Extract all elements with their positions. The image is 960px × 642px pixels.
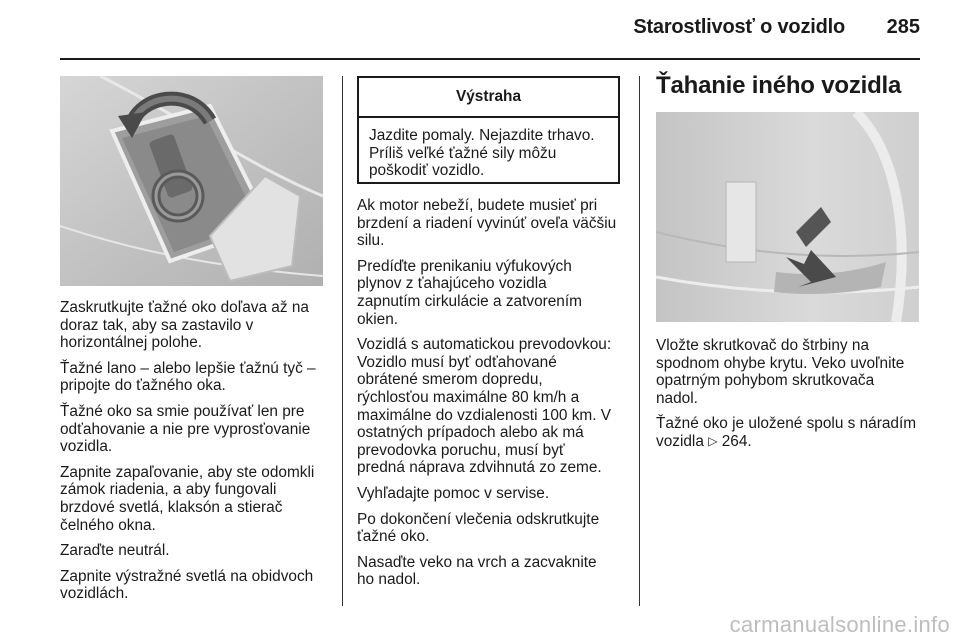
paragraph: Ťažné oko sa smie používať len pre odťahovanie a nie pre vyprosťovanie vozidla.	[60, 402, 311, 456]
paragraph: Zaraďte neutrál.	[60, 542, 170, 560]
paragraph: Vozidlá s automatickou prevodovkou: Vozidlo musí byť odťahované obrátené smerom dopredu, rýchlosťou maximálne 80 km/h a maximálne do vzdialenosti 100 km. V ostatných prípadoch alebo ak má prevodovka poruchu, musí byť predná náprava zdvihnutá zo zeme.	[357, 336, 612, 477]
paragraph: Ťažné lano – alebo lepšie ťažnú tyč – pripojte do ťažného oka.	[60, 359, 316, 395]
section-title: Ťahanie iného vozidla	[656, 72, 902, 99]
column-divider-left	[342, 76, 343, 606]
column-middle-text	[357, 197, 629, 597]
paragraph: Nasaďte veko na vrch a zacvaknite ho nadol.	[357, 553, 597, 589]
warning-title: Výstraha	[359, 78, 618, 118]
paragraph-with-reference	[656, 415, 926, 451]
paragraph: Zapnite zapaľovanie, aby ste odomkli zámok riadenia, a aby fungovali brzdové svetlá, klaksón a stierač čelného okna.	[60, 463, 315, 534]
column-left-text	[60, 299, 330, 611]
paragraph: Zaskrutkujte ťažné oko doľava až na doraz tak, aby sa zastavilo v horizontálnej polohe.	[60, 299, 309, 352]
header-rule	[60, 58, 920, 60]
warning-text: Jazdite pomaly. Nejazdite trhavo. Príliš veľké ťažné sily môžu poškodiť vozidlo.	[369, 127, 595, 180]
paragraph: Po dokončení vlečenia odskrutkujte ťažné oko.	[357, 510, 600, 546]
watermark: carmanualsonline.info	[729, 612, 950, 637]
page-reference-arrow-icon: ▷	[708, 433, 718, 448]
paragraph: Predíďte prenikaniu výfukových plynov z ťahajúceho vozidla zapnutím cirkulácie a zatvorením okien.	[357, 257, 582, 328]
page-number: 285	[886, 16, 920, 38]
paragraph: Zapnite výstražné svetlá na obidvoch vozidlách.	[60, 567, 314, 603]
column-right-text	[656, 337, 926, 460]
page-reference-link[interactable]: 264.	[721, 432, 752, 450]
paragraph: Vložte skrutkovač do štrbiny na spodnom ohybe krytu. Veko uvoľnite opatrným pohybom skrutkovača nadol.	[656, 337, 905, 407]
paragraph-text: Ťažné oko je uložené spolu s náradím vozidla	[656, 415, 917, 450]
warning-box	[357, 76, 620, 184]
column-divider-right	[639, 76, 640, 606]
paragraph: Ak motor nebeží, budete musieť pri brzdení a riadení vyvinúť oveľa väčšiu silu.	[357, 197, 617, 250]
paragraph: Vyhľadajte pomoc v servise.	[357, 484, 550, 502]
running-header-title: Starostlivosť o vozidlo	[633, 16, 845, 38]
bumper-cover-illustration	[656, 112, 919, 322]
towing-eye-illustration	[60, 76, 323, 286]
